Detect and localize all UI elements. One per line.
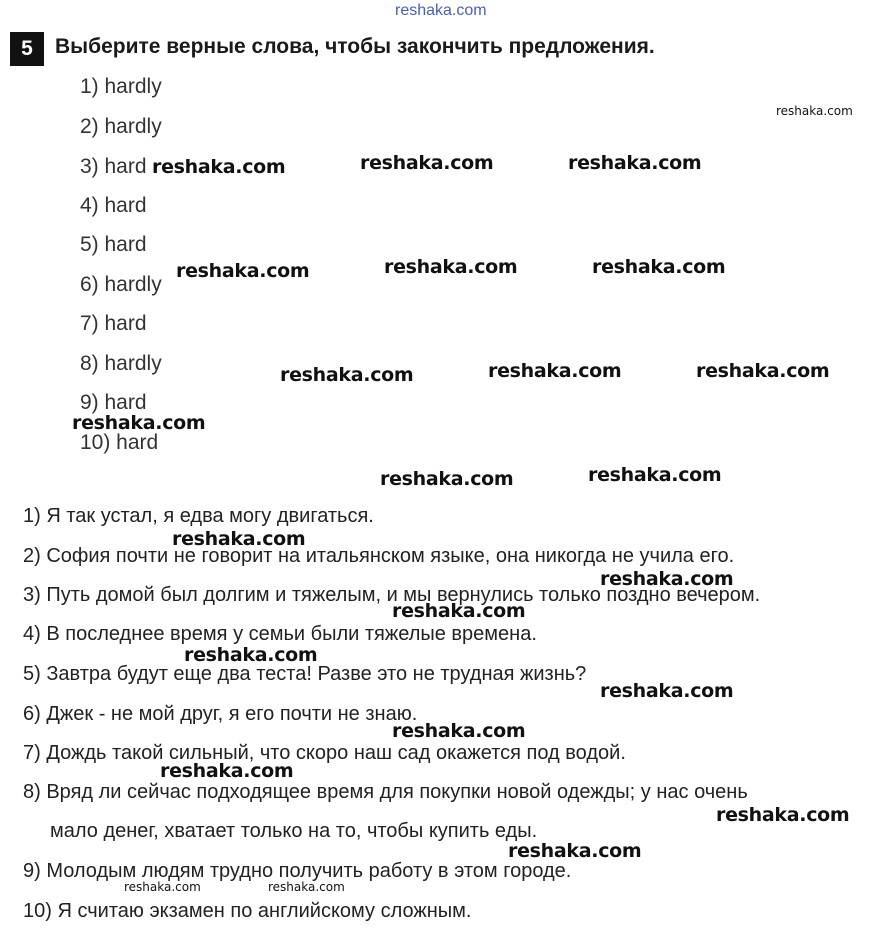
watermark: reshaka.com xyxy=(124,880,201,894)
answer-item: 2) hardly xyxy=(80,115,162,138)
watermark: reshaka.com xyxy=(508,840,642,862)
watermark: reshaka.com xyxy=(588,464,722,486)
watermark: reshaka.com xyxy=(172,528,306,550)
sentence-item: 3) Путь домой был долгим и тяжелым, и мы вернулись только поздно вечером. xyxy=(23,584,761,606)
watermark: reshaka.com xyxy=(488,360,622,382)
answer-item: 6) hardly xyxy=(80,273,162,296)
sentence-item: 4) В последнее время у семьи были тяжелые времена. xyxy=(23,623,537,645)
answer-item: 4) hard xyxy=(80,194,147,217)
answer-item: 8) hardly xyxy=(80,352,162,375)
watermark: reshaka.com xyxy=(380,468,514,490)
answer-item: 10) hard xyxy=(80,431,159,454)
sentence-item: 6) Джек - не мой друг, я его почти не знаю. xyxy=(23,703,418,725)
watermark: reshaka.com xyxy=(600,568,734,590)
answer-item: 3) hard xyxy=(80,155,147,178)
task-number-badge: 5 xyxy=(10,32,44,66)
watermark: reshaka.com xyxy=(600,680,734,702)
watermark: reshaka.com xyxy=(716,804,850,826)
watermark: reshaka.com xyxy=(392,600,526,622)
answer-item: 1) hardly xyxy=(80,75,162,98)
task-title: Выберите верные слова, чтобы закончить предложения. xyxy=(55,35,655,58)
watermark: reshaka.com xyxy=(160,760,294,782)
watermark: reshaka.com xyxy=(184,644,318,666)
watermark: reshaka.com xyxy=(152,156,286,178)
sentence-item: 1) Я так устал, я едва могу двигаться. xyxy=(23,505,374,527)
watermark: reshaka.com xyxy=(268,880,345,894)
watermark: reshaka.com xyxy=(72,412,206,434)
watermark: reshaka.com xyxy=(568,152,702,174)
watermark: reshaka.com xyxy=(392,720,526,742)
watermark: reshaka.com xyxy=(384,256,518,278)
sentence-item: 7) Дождь такой сильный, что скоро наш сад окажется под водой. xyxy=(23,742,626,764)
answer-item: 9) hard xyxy=(80,391,147,414)
watermark: reshaka.com xyxy=(696,360,830,382)
sentence-continuation: мало денег, хватает только на то, чтобы купить еды. xyxy=(50,820,538,842)
sentence-item: 5) Завтра будут еще два теста! Разве это не трудная жизнь? xyxy=(23,663,587,685)
watermark: reshaka.com xyxy=(776,104,853,118)
answer-item: 7) hard xyxy=(80,312,147,335)
watermark: reshaka.com xyxy=(280,364,414,386)
sentence-item: 10) Я считаю экзамен по английскому сложным. xyxy=(23,900,472,922)
watermark: reshaka.com xyxy=(592,256,726,278)
sentence-item: 9) Молодым людям трудно получить работу в этом городе. xyxy=(23,860,572,882)
watermark: reshaka.com xyxy=(176,260,310,282)
site-header-watermark: reshaka.com xyxy=(395,2,487,19)
sentence-item: 8) Вряд ли сейчас подходящее время для покупки новой одежды; у нас очень xyxy=(23,781,748,803)
watermark: reshaka.com xyxy=(360,152,494,174)
sentence-item: 2) София почти не говорит на итальянском языке, она никогда не учила его. xyxy=(23,545,735,567)
answer-item: 5) hard xyxy=(80,233,147,256)
